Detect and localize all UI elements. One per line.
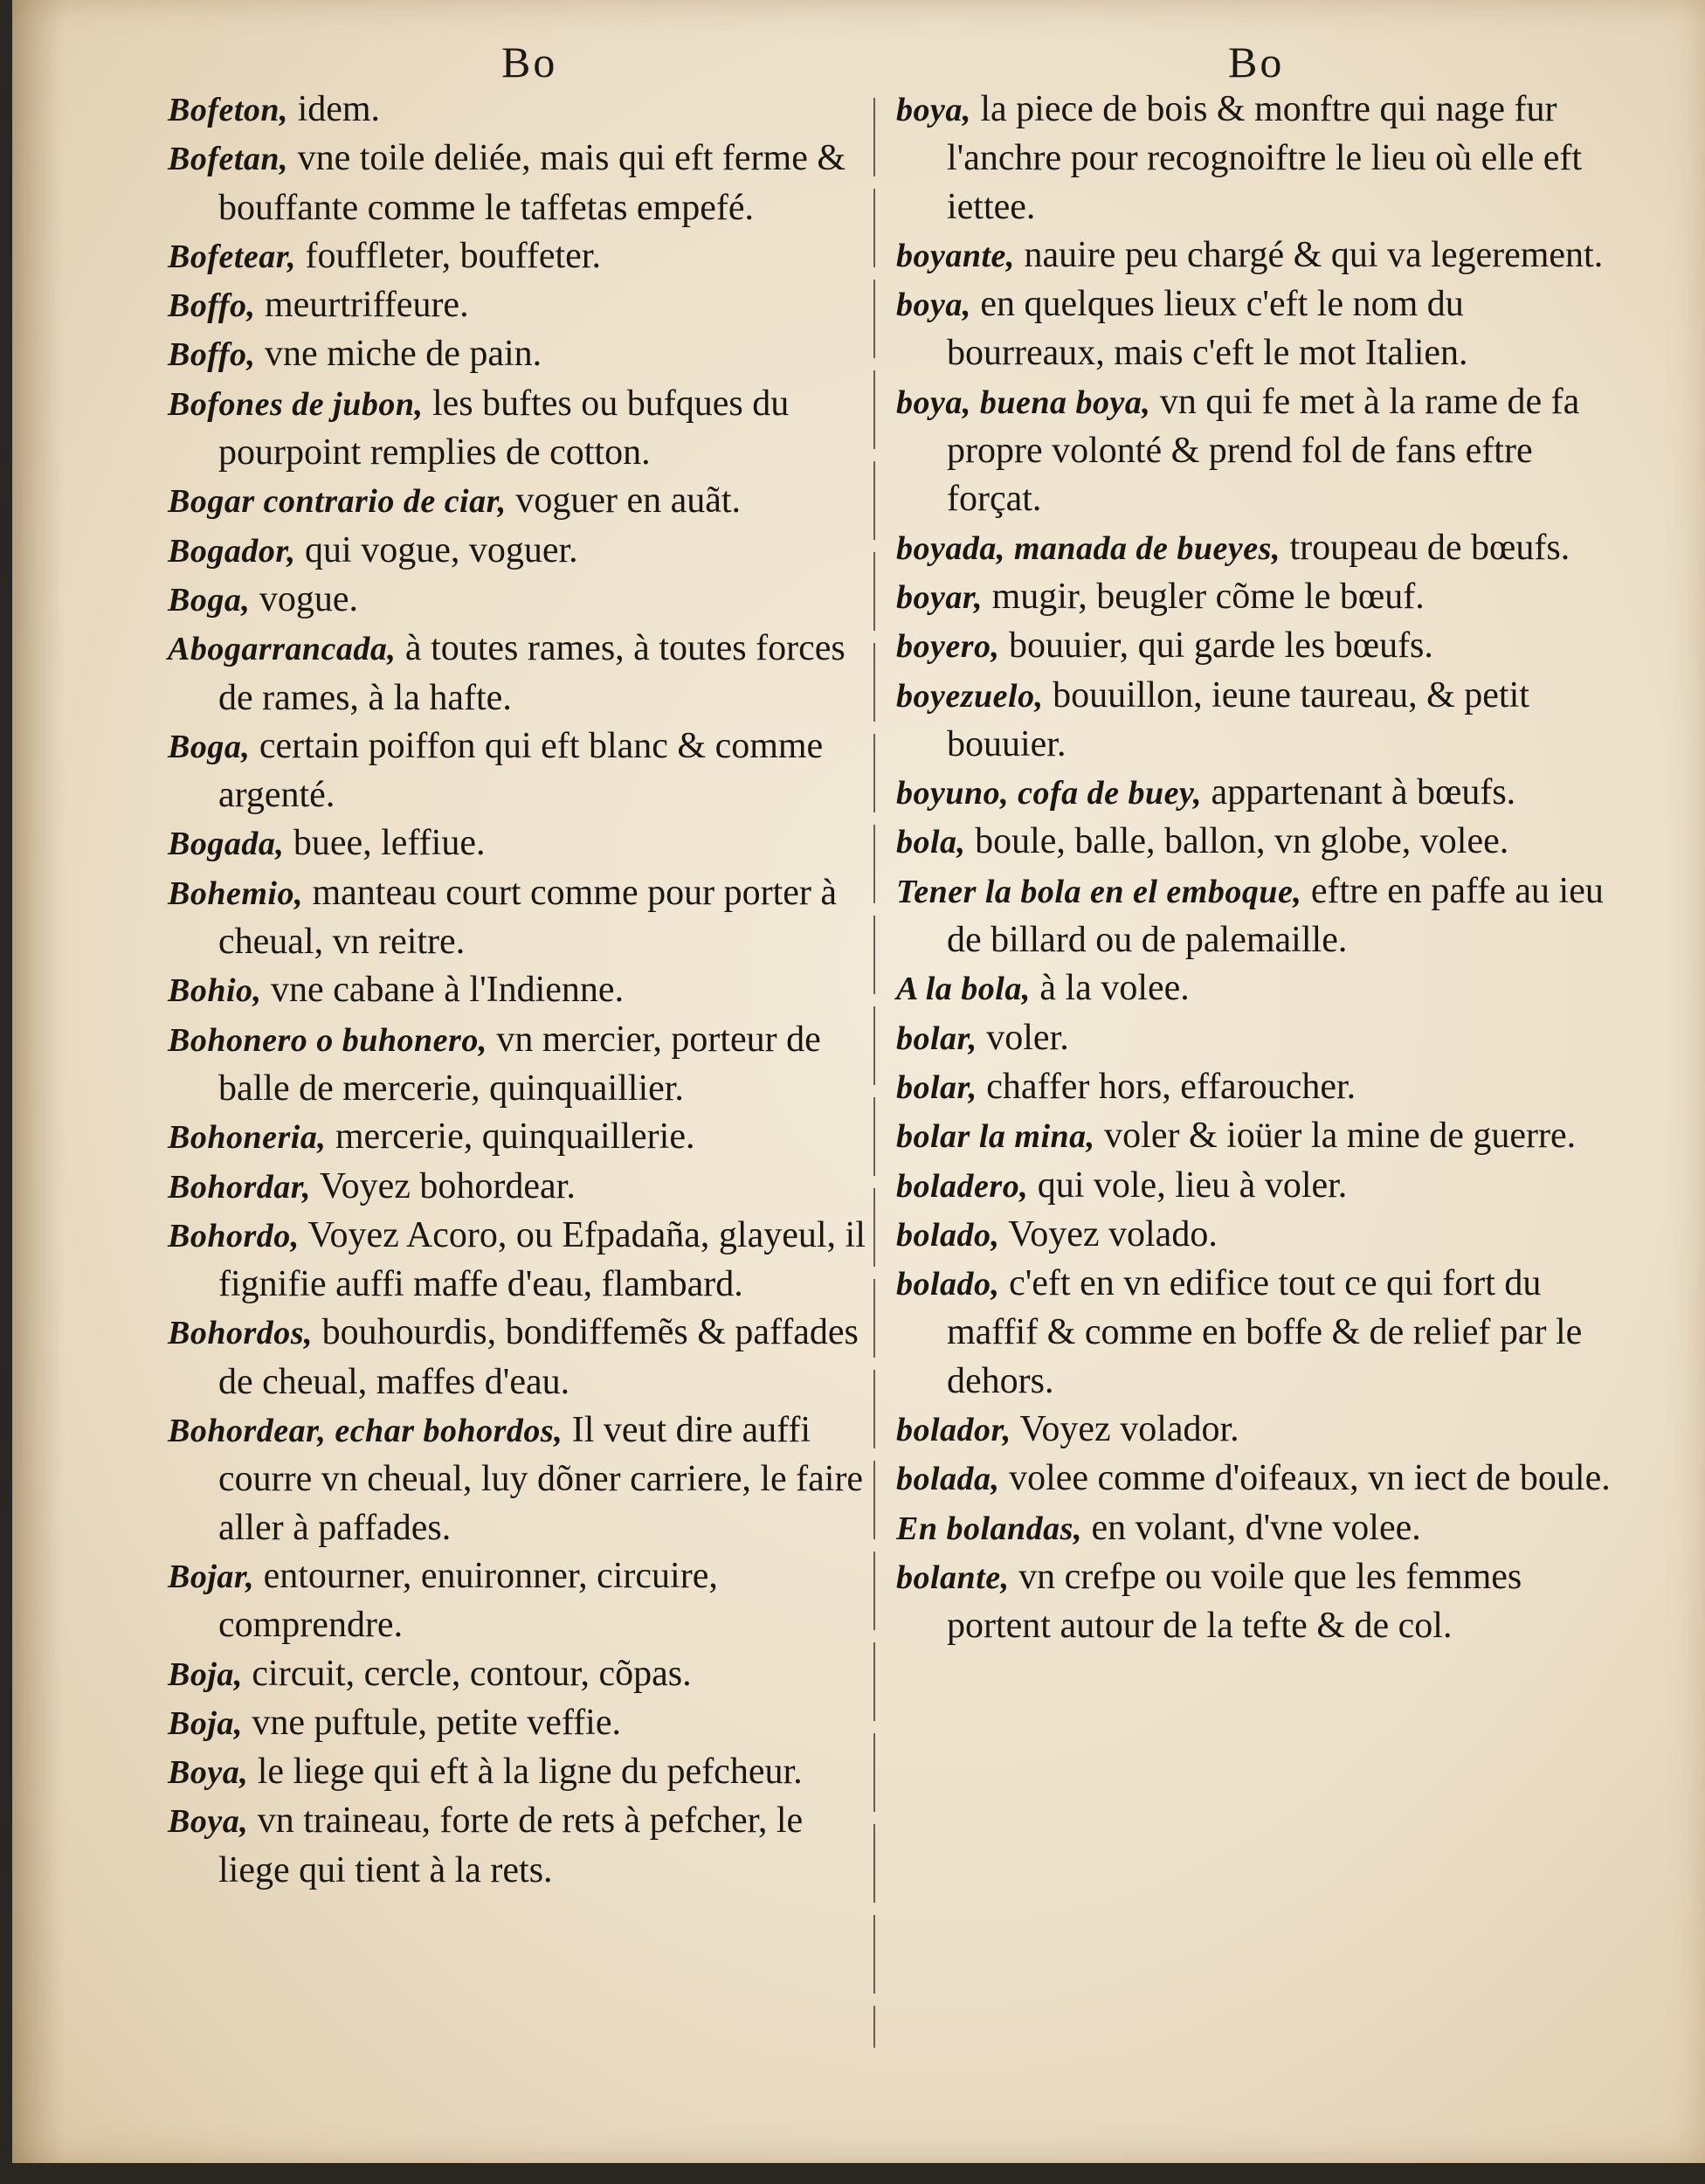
entry-definition: Voyez Acoro, ou Efpadaña, glayeul, il fignifie auffi maffe d'eau, flambard. — [218, 1214, 866, 1305]
dictionary-entry — [168, 232, 880, 281]
entry-definition: entourner, enuironner, circuire, comprendre. — [218, 1555, 718, 1646]
entry-headword: A la bola, — [896, 971, 1031, 1008]
left-column — [168, 86, 880, 1895]
dictionary-entry — [168, 1163, 880, 1212]
entry-headword: Boja, — [168, 1704, 243, 1742]
dictionary-entry — [896, 378, 1614, 524]
entry-definition: vn qui fe met à la rame de fa propre volonté & prend fol de fans eftre forçat. — [947, 381, 1580, 520]
entry-definition: en volant, d'vne volee. — [1081, 1507, 1421, 1548]
dictionary-entry — [168, 1113, 880, 1162]
entry-definition: c'eft en vn edifice tout ce qui fort du maffif & comme en boffe & de relief par le dehors. — [947, 1263, 1583, 1401]
entry-headword: bolante, — [896, 1559, 1010, 1596]
entry-definition: vn mercier, porteur de balle de mercerie, quinquaillier. — [218, 1019, 821, 1109]
dictionary-entry — [168, 1552, 880, 1650]
entry-definition: boule, balle, ballon, vn globe, volee. — [965, 821, 1509, 862]
entry-headword: Bohordos, — [168, 1315, 314, 1352]
dictionary-entry — [896, 1211, 1614, 1260]
dictionary-entry — [168, 86, 880, 135]
dictionary-entry — [168, 527, 880, 576]
dictionary-entry — [168, 576, 880, 625]
entry-headword: Bohio, — [168, 972, 262, 1010]
dictionary-entry — [168, 477, 880, 526]
entry-headword: bola, — [896, 824, 966, 861]
entry-headword: bolada, — [896, 1461, 1000, 1498]
entry-headword: boya, buena boya, — [896, 384, 1151, 421]
column-divider — [873, 98, 875, 2048]
dictionary-entry — [168, 722, 880, 820]
dictionary-entry — [896, 573, 1614, 622]
entry-headword: Boya, — [168, 1803, 249, 1841]
dictionary-entry — [168, 135, 880, 232]
entry-headword: boyante, — [896, 237, 1015, 274]
entry-headword: bolado, — [896, 1216, 1000, 1254]
entry-headword: Bofeton, — [168, 92, 289, 128]
entry-definition: mugir, beugler cõme le bœuf. — [983, 576, 1425, 617]
entry-definition: circuit, cercle, contour, cõpas. — [242, 1653, 692, 1694]
entry-headword: boladero, — [896, 1167, 1029, 1205]
dictionary-entry — [168, 330, 880, 379]
entry-headword: Boga, — [168, 728, 251, 765]
dictionary-entry — [168, 1797, 880, 1895]
dictionary-entry — [896, 1014, 1614, 1063]
entry-headword: Bofones de jubon, — [168, 385, 424, 423]
entry-definition: vn crefpe ou voile que les femmes portent autour de la tefte & de col. — [947, 1556, 1522, 1647]
dictionary-entry — [896, 622, 1614, 671]
dictionary-entry — [168, 1016, 880, 1114]
entry-headword: Bogador, — [168, 532, 296, 570]
entry-definition: les buftes ou bufques du pourpoint remplies de cotton. — [218, 383, 790, 473]
dictionary-entry — [896, 524, 1614, 573]
dictionary-entry — [896, 1162, 1614, 1211]
entry-headword: Bohonero o buhonero, — [168, 1021, 487, 1059]
entry-definition: meurtriffeure. — [255, 285, 469, 326]
entry-headword: boyezuelo, — [896, 677, 1044, 715]
dictionary-page — [12, 0, 1705, 2163]
entry-definition: nauire peu chargé & qui va legerement. — [1014, 234, 1604, 275]
entry-headword: Bogada, — [168, 826, 285, 863]
dictionary-entry — [896, 280, 1614, 378]
entry-headword: Bojar, — [168, 1558, 255, 1595]
dictionary-entry — [896, 769, 1614, 818]
entry-headword: boyuno, cofa de buey, — [896, 775, 1202, 812]
entry-headword: Abogarrancada, — [168, 631, 397, 668]
entry-headword: Boya, — [168, 1754, 249, 1792]
dictionary-entry — [896, 867, 1614, 965]
entry-definition: vne miche de pain. — [255, 334, 542, 375]
entry-definition: Il veut dire auffi courre vn cheual, luy dõner carriere, le faire aller à paffades. — [218, 1410, 864, 1548]
dictionary-entry — [168, 1699, 880, 1748]
dictionary-entry — [168, 1212, 880, 1310]
entry-headword: Bohordear, echar bohordos, — [168, 1413, 563, 1450]
running-head-left: Bo — [501, 38, 558, 86]
dictionary-entry — [896, 1504, 1614, 1553]
entry-definition: à toutes rames, à toutes forces de rames, à la hafte. — [218, 628, 846, 718]
dictionary-entry — [168, 819, 880, 868]
entry-headword: Tener la bola en el emboque, — [896, 873, 1302, 910]
entry-headword: boya, — [896, 287, 971, 324]
entry-definition: qui vole, lieu à voler. — [1028, 1165, 1348, 1206]
entry-headword: boyar, — [896, 578, 984, 616]
dictionary-entry — [896, 1112, 1614, 1161]
entry-definition: troupeau de bœufs. — [1280, 527, 1570, 568]
entry-headword: Boffo, — [168, 336, 256, 374]
entry-headword: Bohordo, — [168, 1217, 300, 1254]
entry-definition: certain poiffon qui eft blanc & comme argenté. — [218, 725, 824, 816]
entry-definition: Voyez volador. — [1011, 1409, 1239, 1450]
entry-headword: En bolandas, — [896, 1510, 1082, 1547]
dictionary-entry — [168, 380, 880, 478]
entry-definition: voler & ioüer la mine de guerre. — [1094, 1116, 1577, 1157]
dictionary-entry — [896, 964, 1614, 1013]
entry-headword: boyada, manada de bueyes, — [896, 529, 1280, 567]
dictionary-entry — [896, 1455, 1614, 1503]
dictionary-entry — [168, 1748, 880, 1797]
dictionary-entry — [896, 672, 1614, 770]
dictionary-entry — [168, 1309, 880, 1406]
entry-definition: Voyez volado. — [999, 1213, 1218, 1254]
entry-definition: vne cabane à l'Indienne. — [261, 970, 625, 1011]
entry-headword: bolar, — [896, 1019, 977, 1057]
entry-headword: bolar, — [896, 1068, 977, 1106]
entry-definition: buee, leffiue. — [284, 823, 486, 864]
entry-headword: Boga, — [168, 581, 251, 619]
entry-definition: en quelques lieux c'eft le nom du bourreaux, mais c'eft le mot Italien. — [947, 284, 1468, 374]
entry-definition: la piece de bois & monftre qui nage fur l'anchre pour recognoiftre le lieu où elle eft iettee. — [947, 89, 1583, 227]
dictionary-entry — [168, 869, 880, 967]
entry-definition: bouuillon, ieune taureau, & petit bouuier. — [947, 674, 1529, 764]
entry-headword: Bohordar, — [168, 1168, 311, 1206]
entry-definition: volee comme d'oifeaux, vn iect de boule. — [999, 1458, 1611, 1499]
entry-definition: bouuier, qui garde les bœufs. — [999, 625, 1433, 667]
right-column — [896, 86, 1614, 1651]
entry-headword: bolado, — [896, 1266, 1000, 1303]
entry-definition: manteau court comme pour porter à cheual, vn reitre. — [218, 872, 838, 963]
dictionary-entry — [168, 1650, 880, 1699]
entry-headword: Boffo, — [168, 287, 256, 325]
entry-headword: bolar la mina, — [896, 1118, 1095, 1156]
dictionary-entry — [896, 818, 1614, 867]
dictionary-entry — [168, 281, 880, 330]
entry-definition: idem. — [288, 89, 381, 129]
running-head-right: Bo — [1228, 38, 1285, 86]
entry-headword: Bohoneria, — [168, 1119, 327, 1157]
entry-definition: à la volee. — [1030, 968, 1190, 1009]
entry-definition: Voyez bohordear. — [310, 1165, 576, 1206]
entry-definition: le liege qui eft à la ligne du pefcheur. — [248, 1752, 803, 1793]
entry-definition: appartenant à bœufs. — [1201, 772, 1516, 813]
entry-definition: voler. — [977, 1017, 1069, 1058]
dictionary-entry — [896, 1553, 1614, 1651]
entry-definition: eftre en paffe au ieu de billard ou de palemaille. — [947, 870, 1604, 961]
entry-headword: Boja, — [168, 1655, 243, 1693]
entry-headword: bolador, — [896, 1412, 1011, 1449]
entry-definition: mercerie, quinquaillerie. — [326, 1116, 695, 1158]
entry-definition: vogue. — [250, 578, 359, 619]
entry-headword: boyero, — [896, 628, 1000, 666]
entry-definition: fouffleter, bouffeter. — [295, 235, 601, 276]
entry-headword: Bogar contrario de ciar, — [168, 483, 507, 521]
entry-definition: vne toile deliée, mais qui eft ferme & bouffante comme le taffetas empefé. — [218, 138, 846, 228]
entry-headword: Bohemio, — [168, 874, 303, 912]
dictionary-entry — [896, 232, 1614, 280]
entry-definition: qui vogue, voguer. — [295, 529, 578, 570]
entry-headword: Bofetear, — [168, 238, 296, 275]
entry-definition: vne puftule, petite veffie. — [242, 1702, 621, 1743]
dictionary-entry — [896, 86, 1614, 232]
dictionary-entry — [168, 625, 880, 722]
entry-headword: Bofetan, — [168, 141, 289, 178]
dictionary-entry — [168, 1406, 880, 1552]
dictionary-entry — [896, 1063, 1614, 1112]
entry-definition: voguer en auãt. — [506, 480, 742, 522]
dictionary-entry — [896, 1406, 1614, 1455]
dictionary-entry — [896, 1260, 1614, 1406]
entry-definition: chaffer hors, effaroucher. — [977, 1066, 1356, 1107]
dictionary-entry — [168, 966, 880, 1015]
entry-definition: bouhourdis, bondiffemẽs & paffades de cheual, maffes d'eau. — [218, 1312, 859, 1402]
entry-headword: boya, — [896, 92, 971, 128]
entry-definition: vn traineau, forte de rets à pefcher, le liege qui tient à la rets. — [218, 1800, 804, 1890]
